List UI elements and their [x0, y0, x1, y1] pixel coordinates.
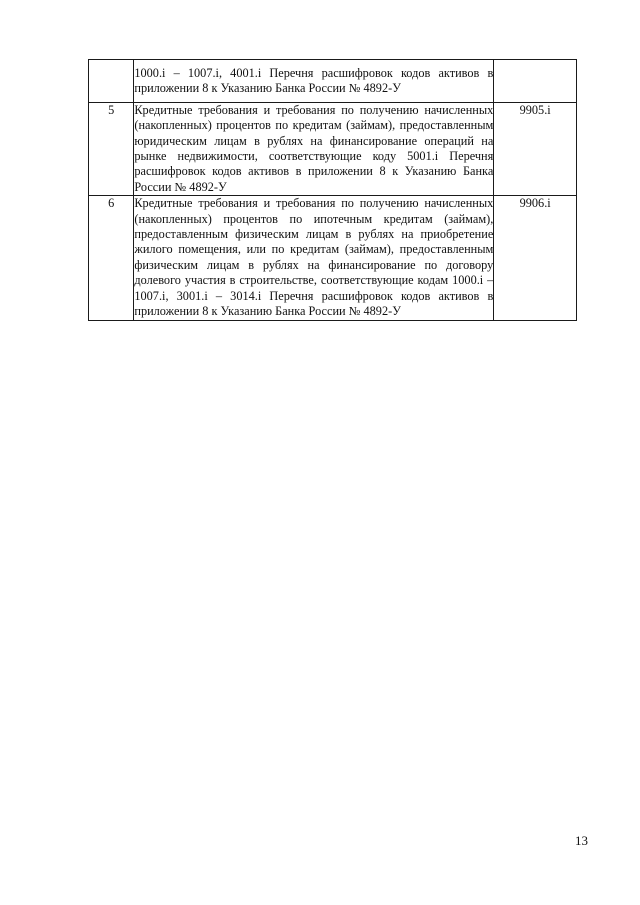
row-description-cell: Кредитные требования и требования по получению начисленных (накопленных) процентов по кредитам (займам), предоставленным юридическим лицам в рублях на финансирование операций на рынке недвижимости, соответствующие коду 5001.i Перечня расшифровок кодов активов в приложении 8 к Указанию Банка России № 4892-У: [134, 102, 494, 194]
asset-codes-table: [88, 59, 577, 321]
table-row: [89, 196, 577, 320]
row-description-cell: Кредитные требования и требования по получению начисленных (накопленных) процентов по ипотечным кредитам (займам), предоставленным физическим лицам в рублях на приобретение жилого помещения, или по кредитам (займам), предоставленным физическим лицам в рублях на финансирование по договору долевого участия в строительстве, соответствующие кодам 1000.i – 1007.i, 3001.i – 3014.i Перечня расшифровок кодов активов в приложении 8 к Указанию Банка России № 4892-У: [134, 196, 494, 319]
row-number-cell: 5: [89, 102, 134, 195]
row-number-cell: 6: [89, 196, 134, 320]
row-code-cell: 9906.i: [494, 196, 577, 320]
table-row: [89, 60, 577, 103]
page-number: 13: [575, 833, 588, 848]
row-code-cell: 9905.i: [494, 102, 577, 195]
row-code-cell: [494, 60, 577, 103]
row-number-cell: [89, 60, 134, 103]
table-row: [89, 102, 577, 195]
row-description-cell: 1000.i – 1007.i, 4001.i Перечня расшифровок кодов активов в приложении 8 к Указанию Банка России № 4892-У: [134, 60, 494, 103]
